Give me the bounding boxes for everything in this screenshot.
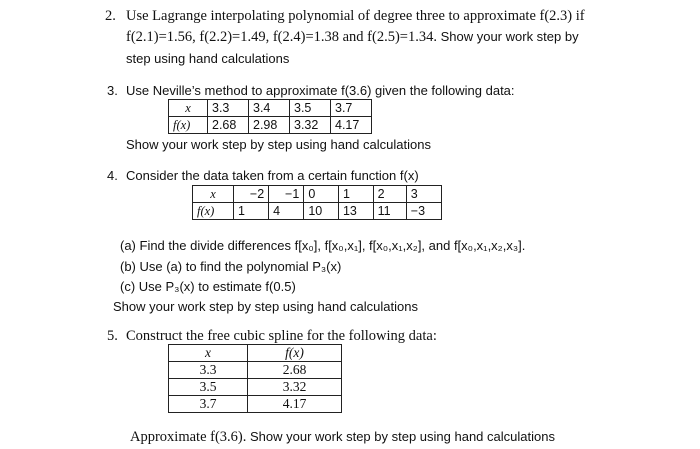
q2-line2 [126,29,579,46]
q3-number: 3. [107,83,118,98]
q5-number: 5. [107,328,118,344]
table-cell: 3.32 [248,379,342,396]
table-cell: x [169,100,208,117]
table-header-cell: f(x) [248,345,342,362]
table-cell: 3.4 [249,100,290,117]
q4-text: Consider the data taken from a certain function f(x) [126,168,419,183]
table-cell: 4.17 [331,117,372,134]
table-cell: 10 [304,203,339,220]
table-cell: 11 [373,203,406,220]
q5-text: Construct the free cubic spline for the following data: [126,328,437,344]
q5-data-table [168,344,342,413]
table-cell: 3.5 [169,379,248,396]
q4-part-c: (c) Use P₃(x) to estimate f(0.5) [120,279,296,294]
table-header-cell: x [169,345,248,362]
q4-row-fx [193,203,442,220]
table-cell: x [193,186,234,203]
q5-footer [130,429,555,446]
q4-number: 4. [107,168,118,183]
table-cell: 1 [338,186,373,203]
table-cell: 0 [304,186,339,203]
q3-footer: Show your work step by step using hand calculations [126,137,431,152]
q4-footer: Show your work step by step using hand calculations [113,299,418,314]
table-cell: f(x) [169,117,208,134]
table-cell: 13 [338,203,373,220]
q4-part-a: (a) Find the divide differences f[x₀], f[x₀,x₁], f[x₀,x₁,x₂], and f[x₀,x₁,x₂,x₃]. [120,238,526,253]
table-cell: 3.3 [169,362,248,379]
table-cell: 2 [373,186,406,203]
table-row [169,396,342,413]
q4-data-table [192,185,442,220]
table-cell: 3.32 [290,117,331,134]
table-cell: 4 [269,203,304,220]
table-cell: 3.7 [331,100,372,117]
table-cell: 3.7 [169,396,248,413]
q5-header-row [169,345,342,362]
q2-given-values: f(2.1)=1.56, f(2.2)=1.49, f(2.4)=1.38 and f(2.5)=1.34. [126,29,437,45]
table-cell: 2.68 [248,362,342,379]
q3-row-x [169,100,372,117]
q2-line3: step using hand calculations [126,51,290,66]
q3-text: Use Neville’s method to approximate f(3.6) given the following data: [126,83,515,98]
table-cell: −3 [406,203,441,220]
table-row [169,362,342,379]
table-cell: 3.3 [208,100,249,117]
table-cell: 3.5 [290,100,331,117]
q5-approximate-text: Approximate f(3.6). [130,429,247,445]
q3-row-fx [169,117,372,134]
table-cell: −2 [234,186,269,203]
q4-part-b: (b) Use (a) to find the polynomial P₃(x) [120,259,342,274]
table-cell: −1 [269,186,304,203]
q3-data-table [168,99,372,134]
table-cell: 3 [406,186,441,203]
table-cell: 2.68 [208,117,249,134]
table-cell: 2.98 [249,117,290,134]
table-row [169,379,342,396]
table-cell: 4.17 [248,396,342,413]
q2-line1: Use Lagrange interpolating polynomial of degree three to approximate f(2.3) if [126,8,585,24]
table-cell: f(x) [193,203,234,220]
q2-number: 2. [105,8,116,24]
q2-instruction-start: Show your work step by [440,29,579,44]
q4-row-x [193,186,442,203]
q5-instruction: Show your work step by step using hand calculations [250,429,555,444]
table-cell: 1 [234,203,269,220]
